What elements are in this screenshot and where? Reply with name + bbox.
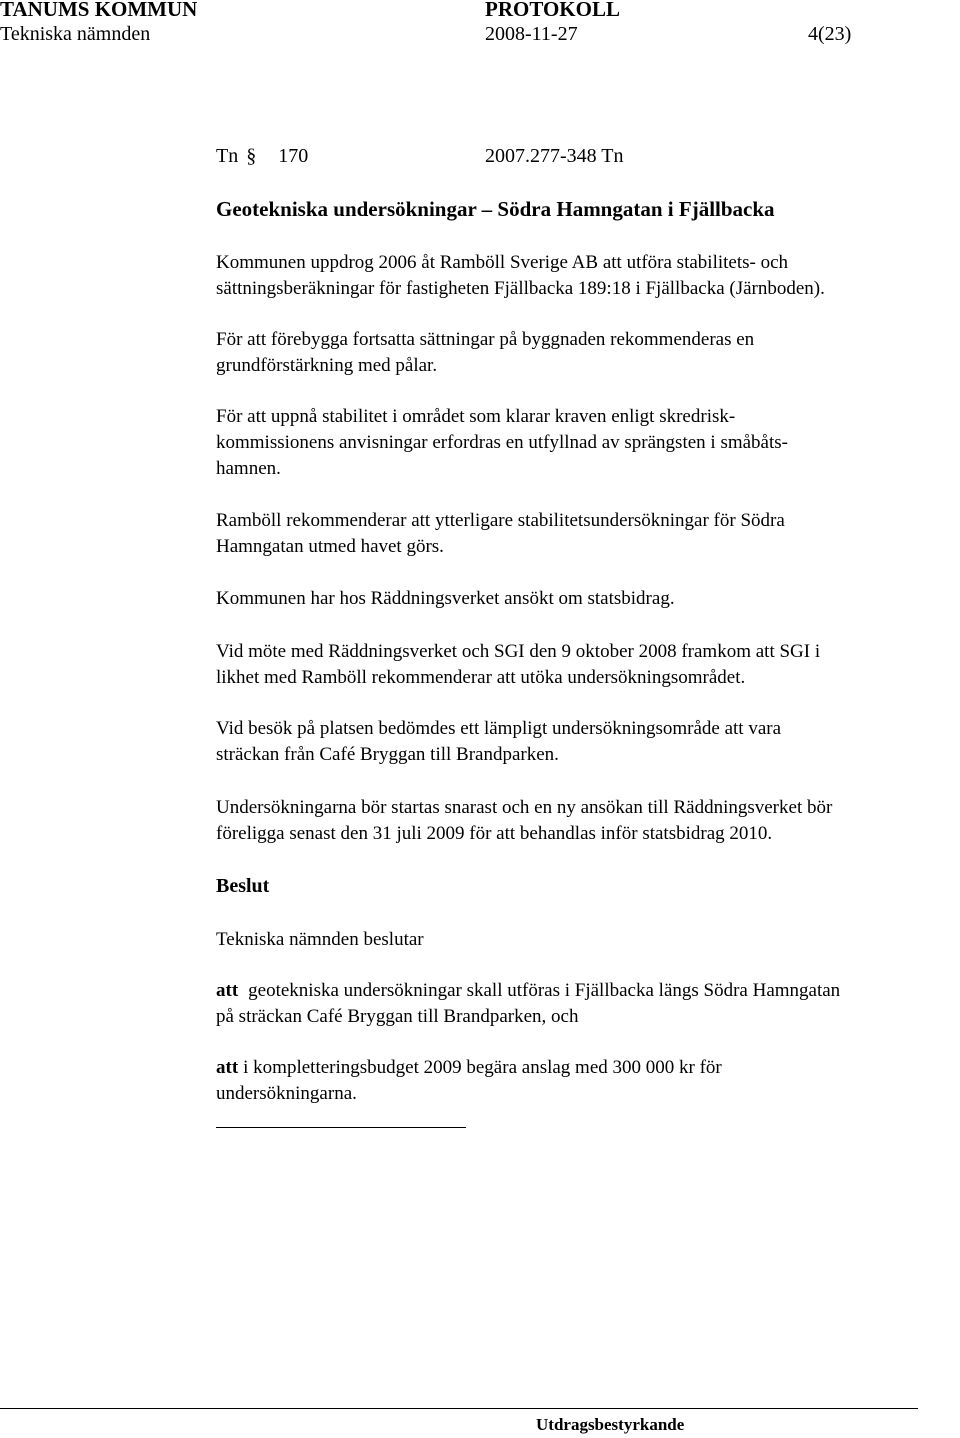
decision-text: i kompletteringsbudget 2009 begära anslag med 300 000 kr för	[243, 1057, 722, 1078]
paragraph-6	[216, 639, 960, 691]
decision-intro: Tekniska nämnden beslutar	[216, 929, 424, 950]
paragraph-line: hamnen.	[216, 458, 281, 479]
case-paragraph	[216, 143, 308, 169]
decision-item-line: undersökningarna.	[216, 1083, 357, 1104]
paragraph-line: likhet med Ramböll rekommenderar att utöka undersökningsområdet.	[216, 667, 746, 688]
decision-heading: Beslut	[216, 875, 270, 897]
paragraph-line: grundförstärkning med pålar.	[216, 355, 438, 376]
decision-item-2	[216, 1055, 960, 1107]
paragraph-line: sättningsberäkningar för fastigheten Fjällbacka 189:18 i Fjällbacka (Järnboden).	[216, 278, 825, 299]
paragraph-line: föreligga senast den 31 juli 2009 för att behandlas inför statsbidrag 2010.	[216, 823, 773, 844]
decision-text: geotekniska undersökningar skall utföras i Fjällbacka längs Södra Hamngatan	[248, 980, 841, 1001]
decision-keyword: att	[216, 980, 239, 1001]
paragraph-line: Undersökningarna bör startas snarast och en ny ansökan till Räddningsverket bör	[216, 797, 833, 818]
paragraph-line: kommissionens anvisningar erfordras en utfyllnad av sprängsten i småbåts-	[216, 432, 788, 453]
section-sign: §	[246, 145, 257, 167]
paragraph-8	[216, 795, 960, 847]
paragraph-1	[216, 250, 960, 302]
paragraph-3	[216, 404, 960, 482]
paragraph-line: Hamngatan utmed havet görs.	[216, 536, 444, 557]
paragraph-7	[216, 716, 960, 768]
diary-number: 2007.277-348 Tn	[485, 145, 624, 167]
paragraph-line: sträckan från Café Bryggan till Brandparken.	[216, 744, 559, 765]
end-of-decision-rule	[216, 1127, 466, 1128]
certification-label: Utdragsbestyrkande	[536, 1415, 685, 1434]
decision-item-line	[216, 978, 960, 1004]
paragraph-5	[216, 586, 960, 612]
footer-rule	[0, 1408, 918, 1409]
paragraph-line: Vid besök på platsen bedömdes ett lämpligt undersökningsområde att vara	[216, 718, 782, 739]
decision-item-line: på sträckan Café Bryggan till Brandparken, och	[216, 1006, 579, 1027]
decision-keyword: att	[216, 1057, 239, 1078]
organization-name: TANUMS KOMMUN	[0, 0, 198, 21]
case-prefix: Tn	[216, 145, 239, 167]
document-type: PROTOKOLL	[485, 0, 620, 21]
decision-item-line	[216, 1055, 960, 1081]
page-number: 4(23)	[808, 23, 852, 45]
case-title: Geotekniska undersökningar – Södra Hamngatan i Fjällbacka	[216, 197, 775, 221]
case-number: 170	[278, 145, 309, 167]
board-name: Tekniska nämnden	[0, 23, 151, 45]
paragraph-4	[216, 508, 960, 560]
paragraph-2	[216, 327, 960, 379]
decision-item-1	[216, 978, 960, 1030]
paragraph-line: Vid möte med Räddningsverket och SGI den 9 oktober 2008 framkom att SGI i	[216, 641, 821, 662]
paragraph-line: För att uppnå stabilitet i området som klarar kraven enligt skredrisk-	[216, 406, 736, 427]
paragraph-line: För att förebygga fortsatta sättningar på byggnaden rekommenderas en	[216, 329, 755, 350]
paragraph-line: Kommunen har hos Räddningsverket ansökt om statsbidrag.	[216, 588, 675, 609]
meeting-date: 2008-11-27	[485, 23, 578, 45]
paragraph-line: Ramböll rekommenderar att ytterligare stabilitetsundersökningar för Södra	[216, 510, 785, 531]
paragraph-line: Kommunen uppdrog 2006 åt Ramböll Sverige AB att utföra stabilitets- och	[216, 252, 789, 273]
